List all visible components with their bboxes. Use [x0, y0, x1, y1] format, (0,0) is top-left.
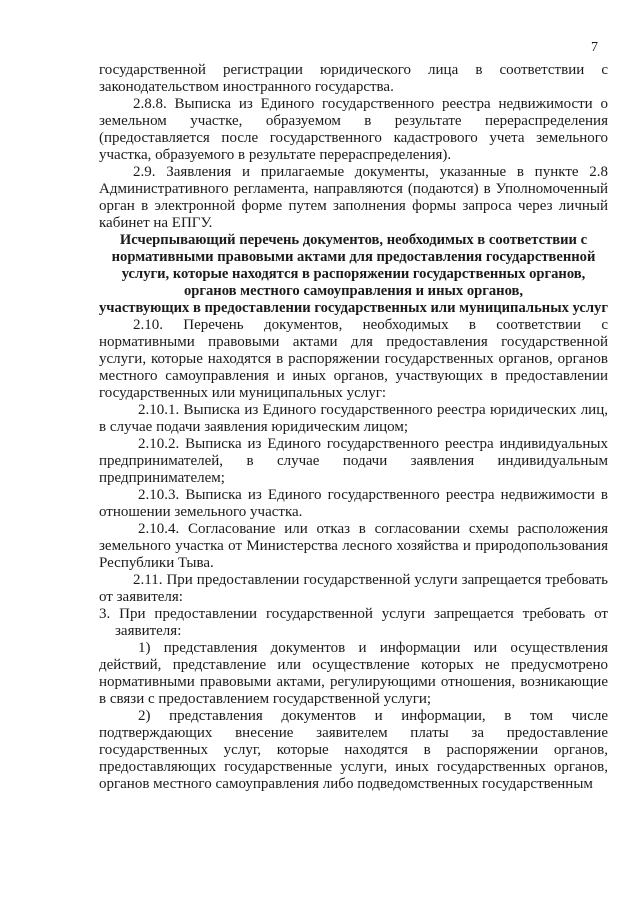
paragraph-2-10-3: 2.10.3. Выписка из Единого государственного реестра недвижимости в отношении земельного участка. [99, 487, 608, 520]
list-item-3: 3. При предоставлении государственной услуги запрещается требовать от заявителя: [99, 606, 608, 639]
paragraph-2-10: 2.10. Перечень документов, необходимых в соответствии с нормативными правовыми актами для предоставления государственной услуги, которые находятся в распоряжении государственных органов, органов местного самоуправления и иных органов, участвующих в предоставлении государственных или муниципальных услуг: [99, 317, 608, 401]
paragraph-2-10-2: 2.10.2. Выписка из Единого государственного реестра индивидуальных предпринимателей, в случае подачи заявления индивидуальным предпринимателем; [99, 436, 608, 486]
paragraph-2-10-1: 2.10.1. Выписка из Единого государственного реестра юридических лиц, в случае подачи заявления юридическим лицом; [99, 402, 608, 435]
paragraph-2-8-8: 2.8.8. Выписка из Единого государственного реестра недвижимости о земельном участке, образуемом в результате перераспределения (предоставляется после государственного кадастрового учета земельного участка, образуемого в результате перераспределения). [99, 96, 608, 163]
page-number: 7 [591, 40, 598, 55]
paragraph-2-10-4: 2.10.4. Согласование или отказ в согласовании схемы расположения земельного участка от Министерства лесного хозяйства и природопользования Республики Тыва. [99, 521, 608, 571]
subitem-1: 1) представления документов и информации или осуществления действий, представление или осуществление которых не предусмотрено нормативными правовыми актами, регулирующими отношения, возникающие в связи с предоставлением государственной услуги; [99, 640, 608, 707]
section-heading-part1: Исчерпывающий перечень документов, необходимых в соответствии с нормативными правовыми актами для предоставления государственной услуги, которые находятся в распоряжении государственных органов, органов местного самоуправления и иных органов, [111, 232, 596, 299]
subitem-2: 2) представления документов и информации, в том числе подтверждающих внесение заявителем платы за предоставление государственных услуг, которые находятся в распоряжении органов, предоставляющих государственные услуги, иных государственных органов, органов местного самоуправления либо подведомственных государственным [99, 708, 608, 792]
document-body [99, 62, 608, 793]
paragraph-2-11: 2.11. При предоставлении государственной услуги запрещается требовать от заявителя: [99, 572, 608, 605]
section-heading-part2: участвующих в предоставлении государственных или муниципальных услуг [99, 300, 608, 316]
paragraph-2-9: 2.9. Заявления и прилагаемые документы, указанные в пункте 2.8 Административного регламента, направляются (подаются) в Уполномоченный орган в электронной форме путем заполнения формы запроса через личный кабинет на ЕПГУ. [99, 164, 608, 231]
paragraph-continuation: государственной регистрации юридического лица в соответствии с законодательством иностранного государства. [99, 62, 608, 95]
